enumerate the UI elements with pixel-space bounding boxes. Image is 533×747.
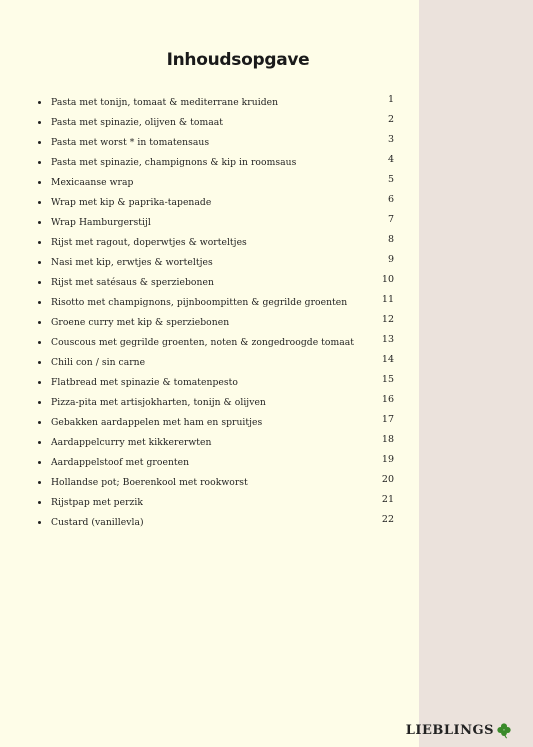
entry-page-number: 2 bbox=[387, 114, 394, 125]
toc-entry[interactable] bbox=[38, 232, 398, 252]
entry-page-number: 20 bbox=[381, 474, 394, 485]
entry-title: Rijstpap met perzik bbox=[51, 496, 144, 508]
bullet-icon bbox=[38, 101, 41, 104]
toc-entry[interactable] bbox=[38, 132, 398, 152]
entry-page-number: 8 bbox=[387, 234, 394, 245]
page-title: Inhoudsopgave bbox=[166, 50, 310, 70]
toc-entry[interactable] bbox=[38, 372, 398, 392]
entry-title: Pizza-pita met artisjokharten, tonijn & olijven bbox=[51, 396, 266, 408]
toc-entry[interactable] bbox=[38, 432, 398, 452]
entry-title: Wrap Hamburgerstijl bbox=[51, 216, 151, 228]
bullet-icon bbox=[38, 281, 41, 284]
entry-title: Pasta met spinazie, olijven & tomaat bbox=[51, 116, 224, 128]
entry-page-number: 11 bbox=[381, 294, 394, 305]
sidebar-panel bbox=[419, 0, 533, 747]
entry-title: Gebakken aardappelen met ham en spruitjes bbox=[51, 416, 263, 428]
entry-page-number: 9 bbox=[387, 254, 394, 265]
entry-page-number: 6 bbox=[387, 194, 394, 205]
bullet-icon bbox=[38, 201, 41, 204]
entry-title: Custard (vanillevla) bbox=[51, 516, 144, 528]
bullet-icon bbox=[38, 421, 41, 424]
entry-title: Aardappelstoof met groenten bbox=[51, 456, 190, 468]
toc-entry[interactable] bbox=[38, 92, 398, 112]
bullet-icon bbox=[38, 261, 41, 264]
toc-entry[interactable] bbox=[38, 512, 398, 532]
entry-title: Groene curry met kip & sperziebonen bbox=[51, 316, 230, 328]
entry-title: Aardappelcurry met kikkererwten bbox=[51, 436, 212, 448]
entry-page-number: 14 bbox=[381, 354, 394, 365]
bullet-icon bbox=[38, 161, 41, 164]
entry-title: Rijst met satésaus & sperziebonen bbox=[51, 276, 214, 288]
entry-title: Rijst met ragout, doperwtjes & worteltjes bbox=[51, 236, 247, 248]
bullet-icon bbox=[38, 141, 41, 144]
entry-title: Hollandse pot; Boerenkool met rookworst bbox=[51, 476, 248, 488]
toc-entry[interactable] bbox=[38, 452, 398, 472]
entry-title: Wrap met kip & paprika-tapenade bbox=[51, 196, 212, 208]
entry-page-number: 16 bbox=[381, 394, 394, 405]
bullet-icon bbox=[38, 241, 41, 244]
entry-page-number: 15 bbox=[381, 374, 394, 385]
entry-title: Couscous met gegrilde groenten, noten & zongedroogde tomaat bbox=[51, 336, 355, 348]
toc-entry[interactable] bbox=[38, 112, 398, 132]
entry-page-number: 21 bbox=[381, 494, 394, 505]
bullet-icon bbox=[38, 301, 41, 304]
entry-title: Pasta met worst * in tomatensaus bbox=[51, 136, 210, 148]
toc-entry[interactable] bbox=[38, 392, 398, 412]
entry-title: Pasta met tonijn, tomaat & mediterrane kruiden bbox=[51, 96, 279, 108]
bullet-icon bbox=[38, 501, 41, 504]
entry-page-number: 18 bbox=[381, 434, 394, 445]
brand-logo bbox=[406, 721, 513, 739]
entry-title: Nasi met kip, erwtjes & worteltjes bbox=[51, 256, 213, 268]
entry-page-number: 7 bbox=[387, 214, 394, 225]
entry-title: Risotto met champignons, pijnboompitten & gegrilde groenten bbox=[51, 296, 348, 308]
toc-entry[interactable] bbox=[38, 332, 398, 352]
table-of-contents bbox=[38, 92, 398, 532]
toc-entry[interactable] bbox=[38, 312, 398, 332]
toc-entry[interactable] bbox=[38, 352, 398, 372]
entry-page-number: 4 bbox=[387, 154, 394, 165]
toc-entry[interactable] bbox=[38, 472, 398, 492]
entry-title: Pasta met spinazie, champignons & kip in roomsaus bbox=[51, 156, 297, 168]
bullet-icon bbox=[38, 381, 41, 384]
entry-page-number: 19 bbox=[381, 454, 394, 465]
entry-page-number: 12 bbox=[381, 314, 394, 325]
bullet-icon bbox=[38, 361, 41, 364]
bullet-icon bbox=[38, 341, 41, 344]
entry-page-number: 3 bbox=[387, 134, 394, 145]
clover-icon bbox=[495, 721, 513, 739]
toc-entry[interactable] bbox=[38, 492, 398, 512]
entry-page-number: 5 bbox=[387, 174, 394, 185]
entry-page-number: 13 bbox=[381, 334, 394, 345]
bullet-icon bbox=[38, 321, 41, 324]
entry-title: Chili con / sin carne bbox=[51, 356, 146, 368]
entry-page-number: 17 bbox=[381, 414, 394, 425]
toc-entry[interactable] bbox=[38, 252, 398, 272]
logo-text: LIEBLINGS bbox=[405, 722, 494, 738]
entry-title: Mexicaanse wrap bbox=[51, 176, 134, 188]
toc-entry[interactable] bbox=[38, 412, 398, 432]
bullet-icon bbox=[38, 181, 41, 184]
entry-title: Flatbread met spinazie & tomatenpesto bbox=[51, 376, 238, 388]
entry-page-number: 1 bbox=[387, 94, 394, 105]
toc-entry[interactable] bbox=[38, 272, 398, 292]
toc-entry[interactable] bbox=[38, 212, 398, 232]
entry-page-number: 22 bbox=[381, 514, 394, 525]
bullet-icon bbox=[38, 121, 41, 124]
toc-entry[interactable] bbox=[38, 152, 398, 172]
bullet-icon bbox=[38, 481, 41, 484]
bullet-icon bbox=[38, 221, 41, 224]
bullet-icon bbox=[38, 401, 41, 404]
toc-entry[interactable] bbox=[38, 292, 398, 312]
toc-entry[interactable] bbox=[38, 172, 398, 192]
entry-page-number: 10 bbox=[381, 274, 394, 285]
bullet-icon bbox=[38, 521, 41, 524]
bullet-icon bbox=[38, 441, 41, 444]
toc-entry[interactable] bbox=[38, 192, 398, 212]
bullet-icon bbox=[38, 461, 41, 464]
